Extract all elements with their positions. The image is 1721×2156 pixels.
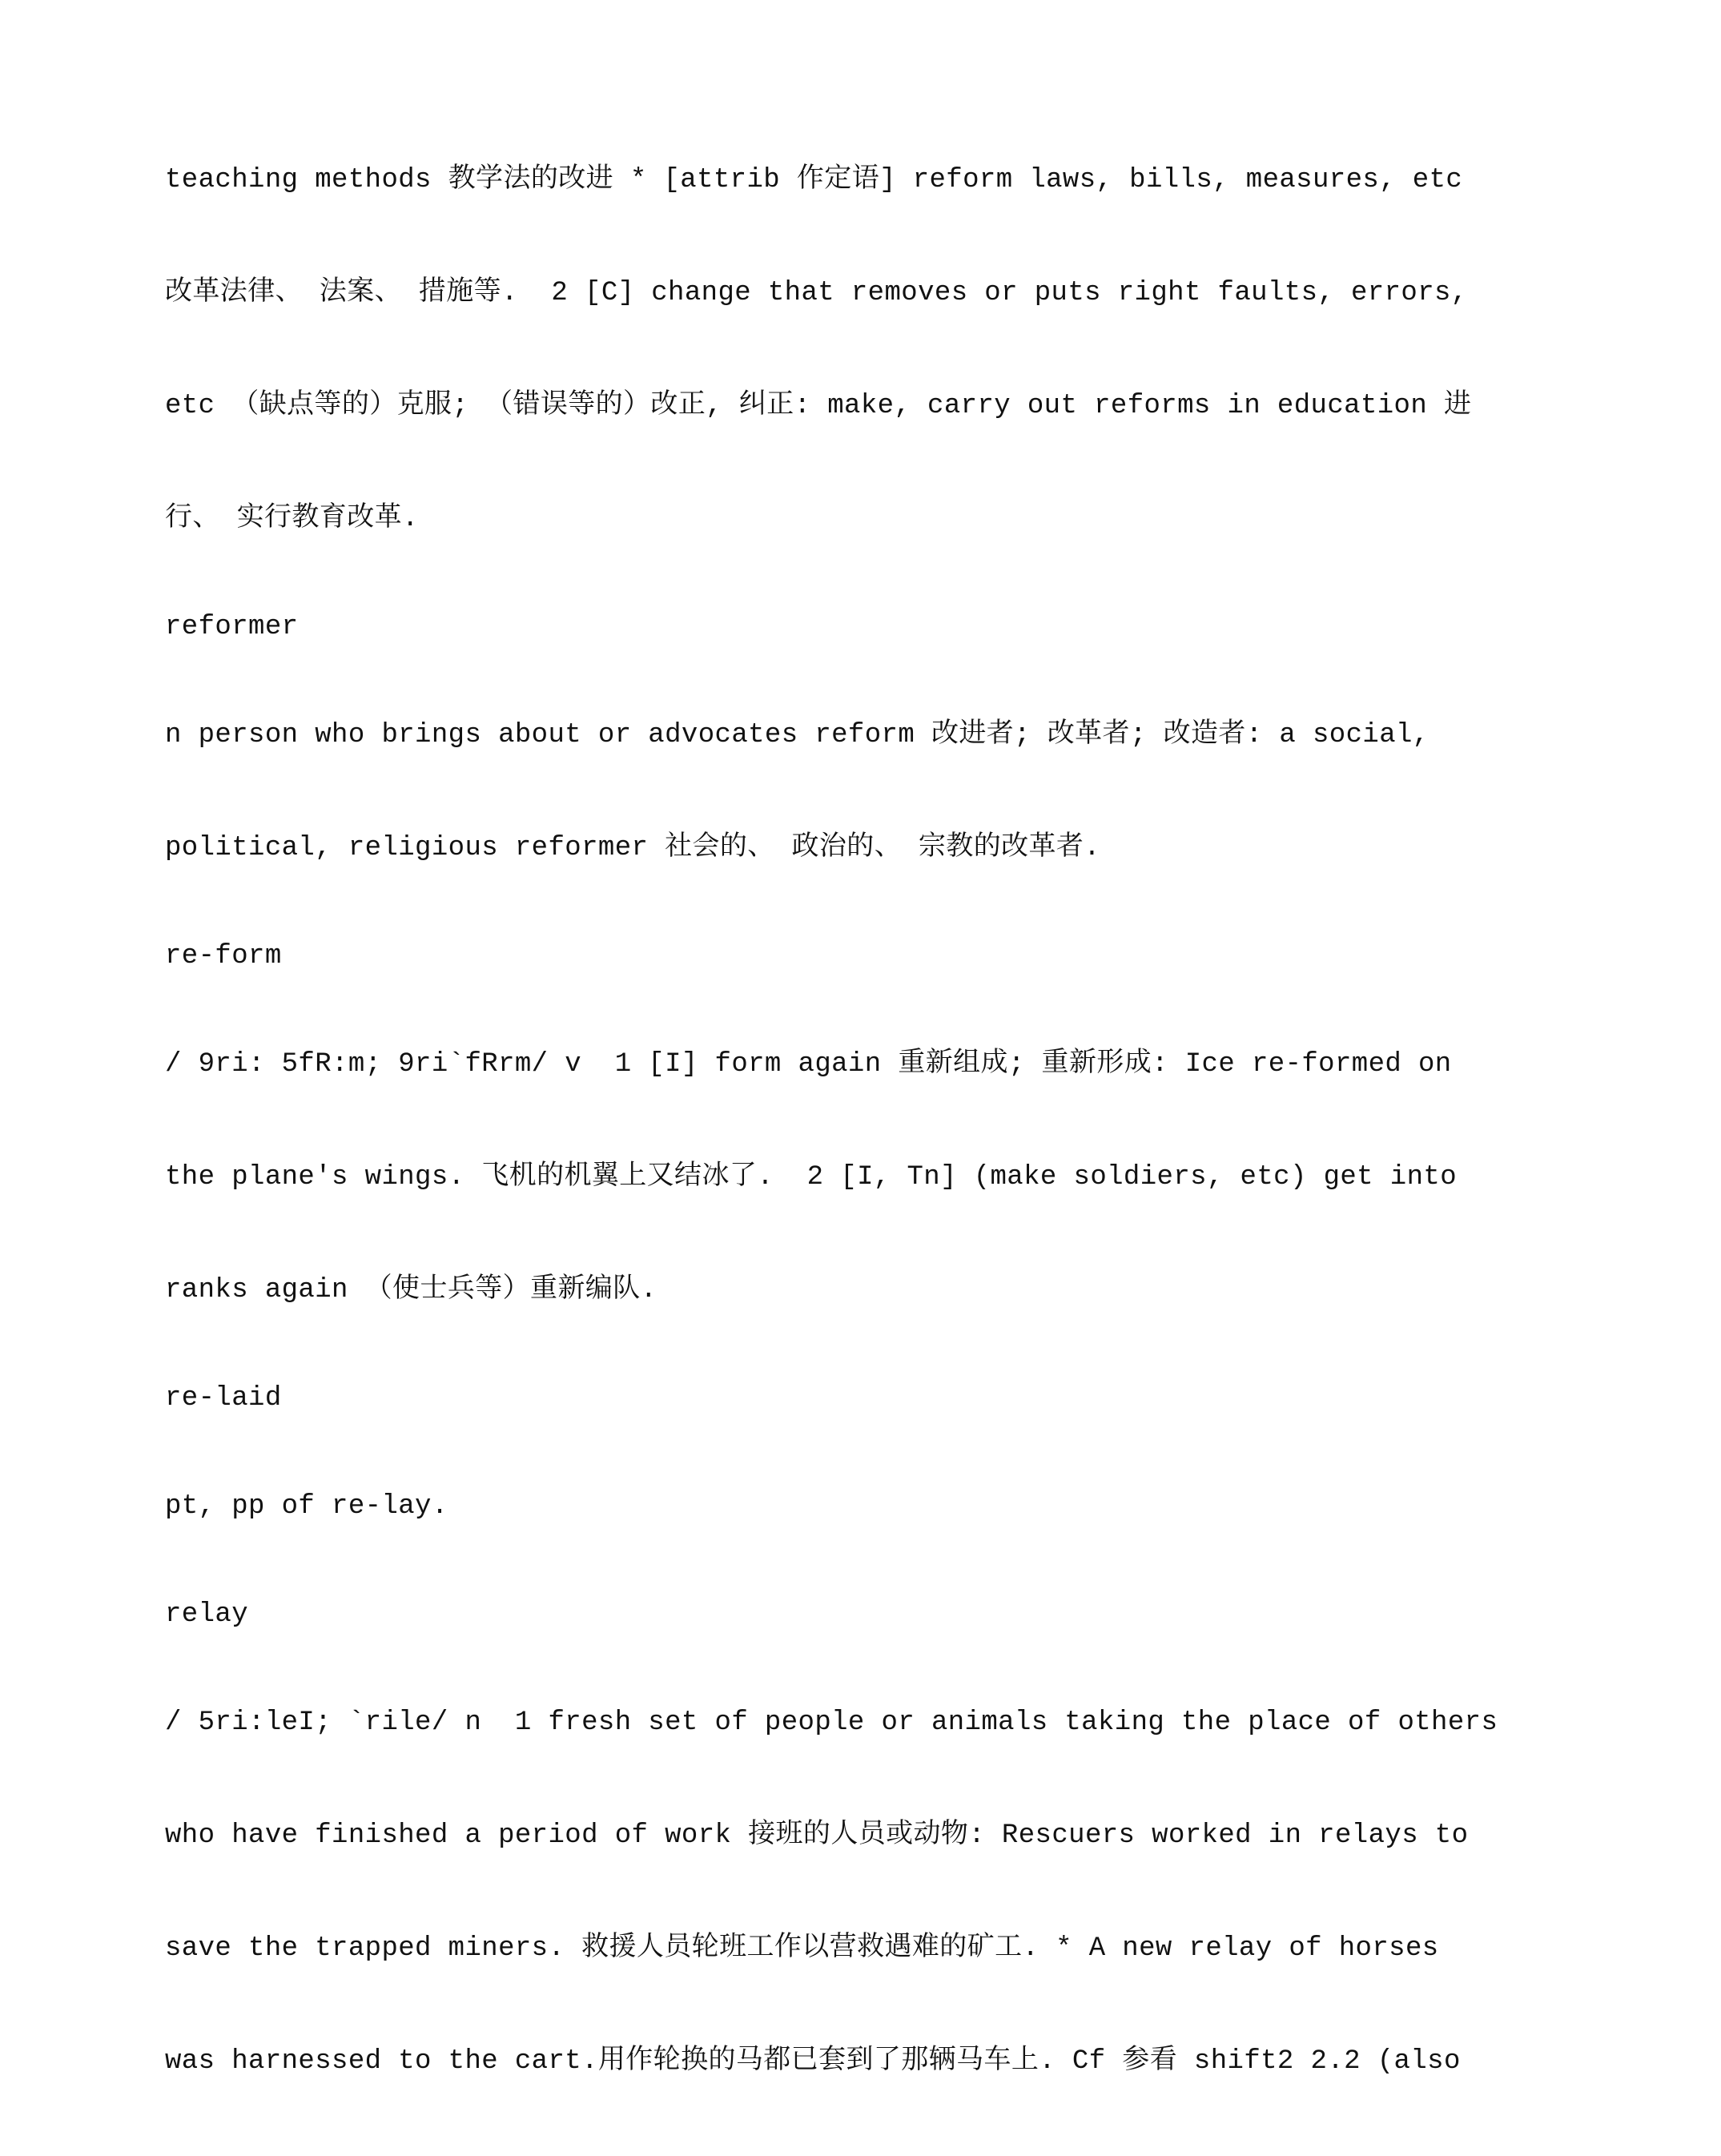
text-line: political, religious reformer 社会的、 政治的、 宗教的改革者.: [165, 833, 1101, 863]
text-line: who have finished a period of work 接班的人员或动物: Rescuers worked in relays to: [165, 1820, 1469, 1851]
text-line: the plane's wings. 飞机的机翼上又结冰了. 2 [I, Tn] (make soldiers, etc) get into: [165, 1162, 1458, 1193]
text-line: etc （缺点等的）克服; （错误等的）改正, 纠正: make, carry out reforms in education 进: [165, 391, 1472, 421]
text-line: pt, pp of re-lay.: [165, 1491, 448, 1522]
text-line: was harnessed to the cart.用作轮换的马都已套到了那辆马车上. Cf 参看 shift2 2.2 (also: [165, 2046, 1461, 2077]
text-line: n person who brings about or advocates reform 改进者; 改革者; 改造者: a social,: [165, 720, 1429, 750]
text-line: / 9ri: 5fR:m; 9ri`fRrm/ v 1 [I] form again 重新组成; 重新形成: Ice re-formed on: [165, 1049, 1452, 1080]
text-line: save the trapped miners. 救援人员轮班工作以营救遇难的矿工. * A new relay of horses: [165, 1933, 1439, 1964]
headword-re-laid: re-laid: [165, 1383, 282, 1414]
text-line: ranks again （使士兵等）重新编队.: [165, 1275, 657, 1305]
text-line: teaching methods 教学法的改进 * [attrib 作定语] reform laws, bills, measures, etc: [165, 165, 1463, 195]
headword-re-form: re-form: [165, 941, 282, 971]
text-line: / 5ri:leI; `rile/ n 1 fresh set of people or animals taking the place of others: [165, 1708, 1498, 1738]
headword-relay: relay: [165, 1599, 249, 1630]
text-line: 行、 实行教育改革.: [165, 504, 419, 534]
dictionary-text: [165, 86, 1687, 2156]
text-line: 改革法律、 法案、 措施等. 2 [C] change that removes or puts right faults, errors,: [165, 278, 1468, 308]
headword-reformer: reformer: [165, 612, 299, 642]
